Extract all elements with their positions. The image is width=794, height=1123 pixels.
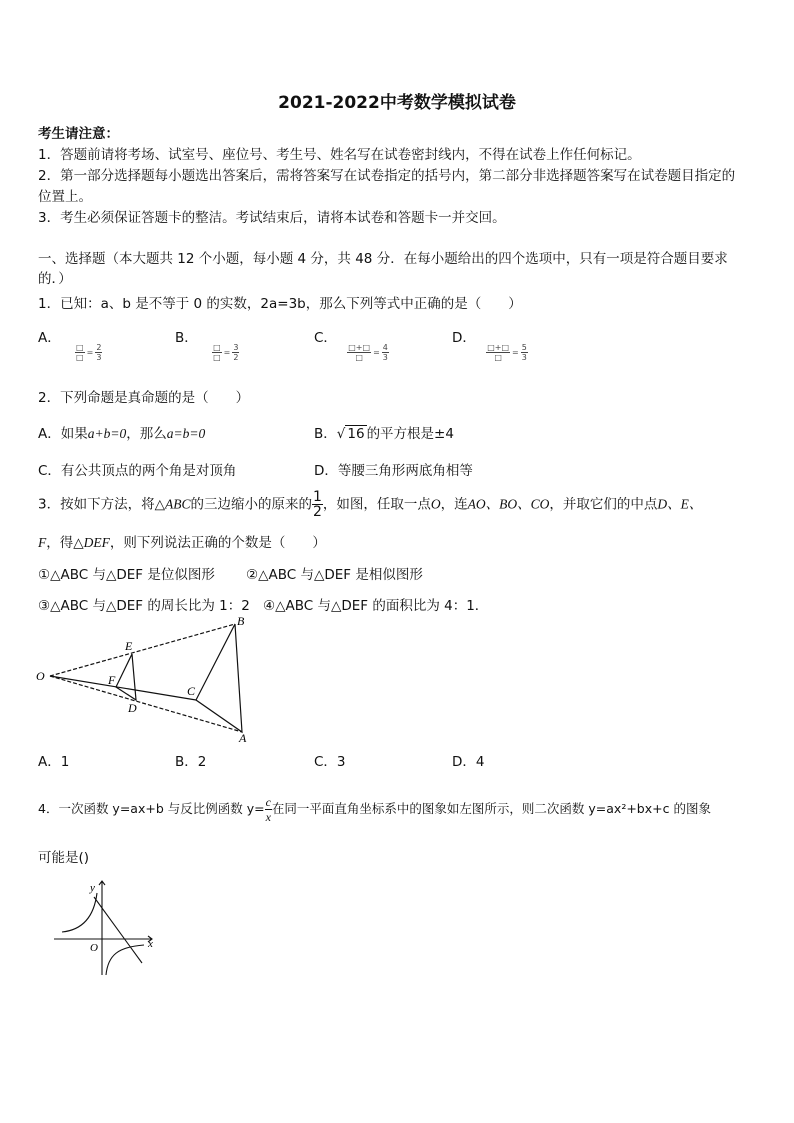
math-expr: a+b=0 <box>87 426 127 441</box>
triangle-def <box>116 654 136 700</box>
label-c: C <box>187 684 196 698</box>
q3-option-b[interactable]: B．2 <box>175 754 207 770</box>
section-heading: 一、选择题（本大题共 12 个小题，每小题 4 分，共 48 分．在每小题给出的四个选项中，只有一项是符合题目要求 <box>38 251 728 267</box>
sqrt-symbol: √ 16 <box>336 426 365 442</box>
radicand: 16 <box>347 426 365 442</box>
label-f: F <box>108 673 116 687</box>
q3-statement-4: ④△ABC 与△DEF 的面积比为 4：1． <box>263 598 489 614</box>
q3-statement-2: ②△ABC 与△DEF 是相似图形 <box>246 567 423 583</box>
question-3-stem: 3．按如下方法，将△ABC的三边缩小的原来的 $\frac{1}{2}$ ，如图，任取一点O，连AO、BO、CO，并取它们的中点D、E、 <box>38 489 703 520</box>
q3-option-d[interactable]: D．4 <box>452 754 485 770</box>
page-title: 2021-2022中考数学模拟试卷 <box>278 93 516 113</box>
frac-num: 2 <box>96 343 102 352</box>
hyperbola-branch-left <box>62 893 97 932</box>
question-4-stem: 4．一次函数 y=ax+b 与反比例函数 y= $\frac{c}{x}$ 在同一平面直角坐标系中的图象如左图所示，则二次函数 y=ax²+bx+c 的图象 <box>38 795 711 824</box>
q2-option-d[interactable]: D．等腰三角形两底角相等 <box>314 463 473 479</box>
math-expr: AO、BO、CO <box>467 496 550 512</box>
triangle-abc <box>196 624 242 732</box>
label-e: E <box>125 639 133 653</box>
label-d: D <box>128 701 137 715</box>
frac-num: 5 <box>521 343 527 352</box>
ray-ob <box>50 624 235 676</box>
frac-num: 4 <box>382 343 388 352</box>
frac-num: □ <box>213 343 221 352</box>
question-1-stem: 1．已知：a、b 是不等于 0 的实数，2a=3b，那么下列等式中正确的是（ ） <box>38 296 522 312</box>
q3-option-c[interactable]: C．3 <box>314 754 346 770</box>
question-4-stem-cont: 可能是() <box>38 850 90 866</box>
question-3-stem-cont: F，得△DEF，则下列说法正确的个数是（ ） <box>38 535 326 551</box>
notice-heading: 考生请注意： <box>38 126 119 142</box>
q1-option-b[interactable]: B． $\frac{□}{□}$ = $\frac{3}{2}$ <box>175 330 239 362</box>
frac-num: 3 <box>233 343 239 352</box>
q4-function-graph <box>52 875 162 980</box>
label-o: O <box>36 669 45 683</box>
frac-num: □ <box>76 343 84 352</box>
math-expr: a=b=0 <box>166 426 206 441</box>
ray-oa <box>50 676 242 732</box>
option-text: 的平方根是±4 <box>366 426 454 442</box>
label-y: y <box>90 882 95 894</box>
math-expr: △ABC <box>154 496 191 512</box>
option-label: D． <box>452 330 476 346</box>
q3-option-a[interactable]: A．1 <box>38 754 70 770</box>
section-heading-cont: 的．） <box>38 271 72 287</box>
option-label: A． <box>38 330 61 346</box>
segment-oc <box>50 676 196 700</box>
math-expr: F <box>38 535 47 550</box>
notice-item-3: 3．考生必须保证答题卡的整洁。考试结束后，请将本试卷和答题卡一并交回。 <box>38 210 506 226</box>
frac-den: 3 <box>96 353 102 362</box>
q3-statement-1: ①△ABC 与△DEF 是位似图形 <box>38 567 215 583</box>
math-expr: D、E、 <box>657 496 703 512</box>
frac-den: □ <box>355 353 363 362</box>
option-text: A．如果 <box>38 426 88 442</box>
frac-den: 3 <box>382 353 388 362</box>
notice-item-1: 1．答题前请将考场、试室号、座位号、考生号、姓名写在试卷密封线内，不得在试卷上作任何标记。 <box>38 147 641 163</box>
frac-den: □ <box>76 353 84 362</box>
option-label: C． <box>314 330 337 346</box>
hyperbola-branch-right <box>106 945 144 975</box>
math-expr: O <box>430 496 441 512</box>
frac-num: □+□ <box>348 343 371 352</box>
label-x: x <box>148 938 153 950</box>
q3-statement-3: ③△ABC 与△DEF 的周长比为 1：2 <box>38 598 250 614</box>
option-label: B． <box>314 426 337 442</box>
q2-option-a[interactable] <box>38 422 205 442</box>
frac-num: □+□ <box>487 343 510 352</box>
frac-den: □ <box>494 353 502 362</box>
q1-option-a[interactable]: A． $\frac{□}{□}$ = $\frac{2}{3}$ <box>38 330 102 362</box>
q2-option-b[interactable] <box>314 422 454 442</box>
option-text: ，那么 <box>126 426 167 442</box>
notice-item-2-cont: 位置上。 <box>38 189 92 205</box>
fraction-c-over-x: $\frac{c}{x}$ <box>265 795 271 824</box>
frac-den: 3 <box>521 353 527 362</box>
label-origin: O <box>90 942 98 954</box>
option-label: B． <box>175 330 198 346</box>
label-a: A <box>239 731 247 745</box>
math-expr: △DEF <box>73 535 110 550</box>
linear-function-line <box>94 897 142 963</box>
q2-option-c[interactable]: C．有公共顶点的两个角是对顶角 <box>38 463 237 479</box>
q1-option-c[interactable]: C． $\frac{□+□}{□}$ = $\frac{4}{3}$ <box>314 330 388 362</box>
q3-homothety-figure <box>30 612 270 747</box>
frac-den: 2 <box>233 353 239 362</box>
label-b: B <box>237 614 245 628</box>
q1-option-d[interactable]: D． $\frac{□+□}{□}$ = $\frac{5}{3}$ <box>452 330 527 362</box>
notice-item-2: 2．第一部分选择题每小题选出答案后，需将答案写在试卷指定的括号内，第二部分非选择题答案写在试卷题目指定的 <box>38 168 736 184</box>
question-2-stem: 2．下列命题是真命题的是（ ） <box>38 390 250 406</box>
frac-den: □ <box>213 353 221 362</box>
fraction-half: $\frac{1}{2}$ <box>312 489 322 520</box>
